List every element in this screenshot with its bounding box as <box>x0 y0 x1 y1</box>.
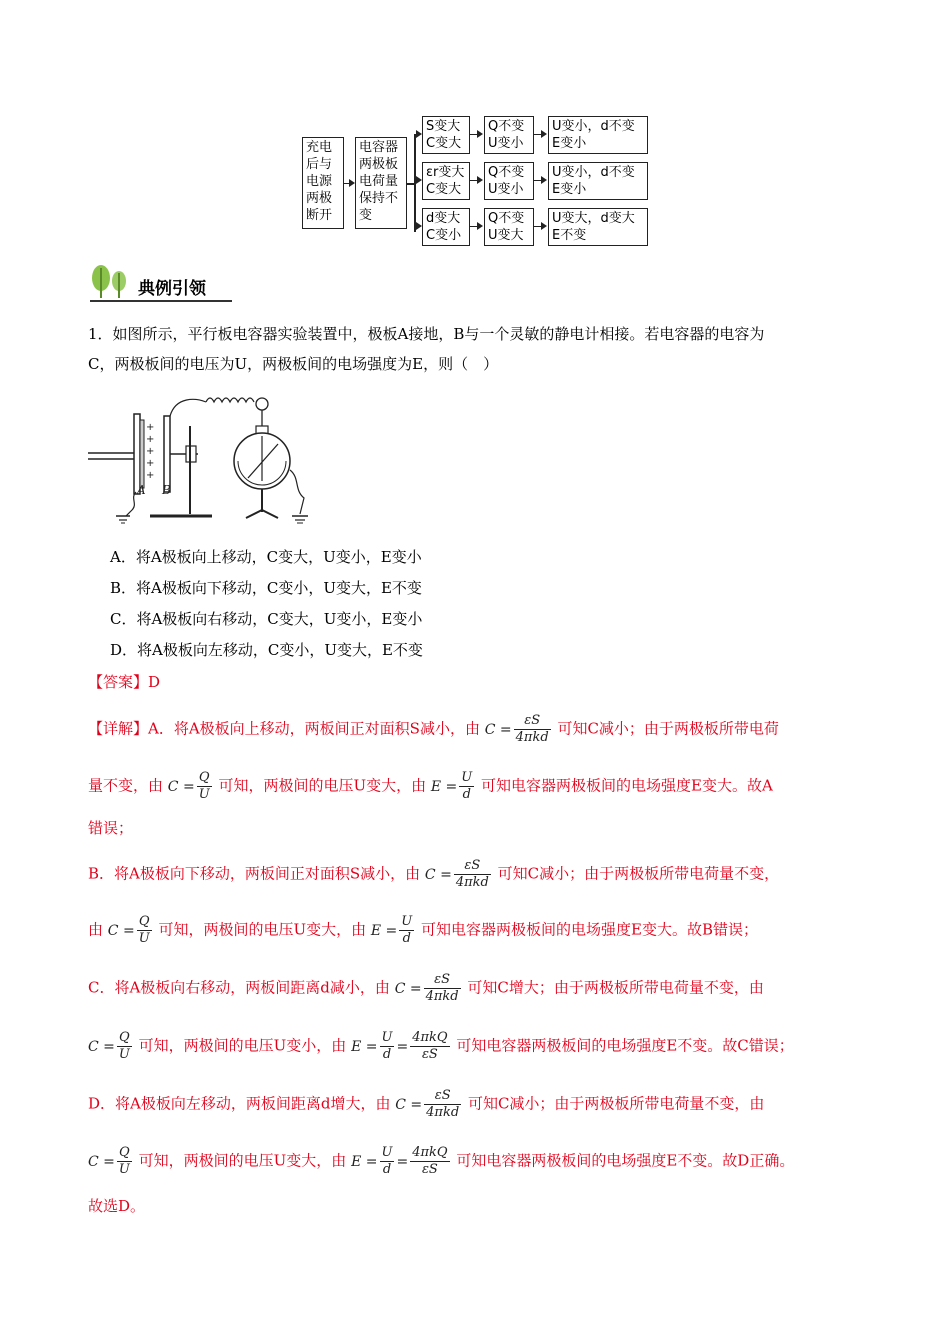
flow-text: S变大 <box>426 119 461 134</box>
explanation-text: 可知C减小；由于两极板所带电荷量不变， <box>497 864 780 883</box>
flow-row2-col1 <box>422 162 470 200</box>
explanation-text: 可知，两极间的电压U变大，由 <box>218 776 427 795</box>
formula-denominator: U <box>118 1047 130 1062</box>
formula-numerator: U <box>381 1030 393 1045</box>
formula-numerator: Q <box>117 1030 132 1047</box>
explanation-text: 可知C减小；由于两极板所带电荷量不变，由 <box>467 1094 765 1113</box>
formula-numerator: 4πkQ <box>412 1030 448 1045</box>
formula-denominator: 4πkd <box>515 730 549 745</box>
formula-numerator: Q <box>197 770 212 787</box>
option-d[interactable]: D．将A极板向左移动，C变小，U变大，E不变 <box>110 641 423 659</box>
explanation-b-line1 <box>88 858 779 891</box>
formula-numerator: εS <box>454 858 491 875</box>
capacitor-apparatus-figure <box>86 386 318 526</box>
flow-text: d变大 <box>426 211 461 226</box>
formula-text: E = <box>351 1038 378 1055</box>
flow-text: εr变大 <box>426 165 465 180</box>
explanation-text: 可知电容器两极板间的电场强度E变大。故B错误； <box>421 920 759 939</box>
formula-denominator: U <box>118 1162 130 1177</box>
explanation-text: 由 <box>88 920 104 939</box>
explanation-label: 【详解】 <box>88 719 149 738</box>
formula-numerator: εS <box>424 1088 461 1105</box>
formula-text: C = <box>394 980 422 997</box>
section-underline <box>90 300 232 302</box>
svg-text:+: + <box>146 470 155 481</box>
explanation-text: A．将A极板向上移动，两板间正对面积S减小，由 <box>148 719 480 738</box>
flow-text: 两极 <box>306 191 333 206</box>
flow-text: U变小 <box>488 182 524 197</box>
answer-value: D <box>148 673 161 691</box>
flow-text: C变大 <box>426 136 462 151</box>
formula-numerator: 4πkQ <box>412 1145 448 1160</box>
flowchart-start-box <box>302 137 344 229</box>
flow-arrow <box>534 226 545 227</box>
svg-text:+: + <box>146 446 155 457</box>
formula-text: E = <box>370 922 398 939</box>
option-a[interactable]: A．将A极板向上移动，C变大，U变小，E变小 <box>110 548 422 566</box>
formula-text: E = <box>430 778 458 795</box>
formula-text: C = <box>395 1096 423 1113</box>
explanation-text: 可知电容器两极板间的电场强度E不变。故D正确。 <box>456 1151 795 1170</box>
formula-text: = <box>396 1153 409 1170</box>
explanation-text: 量不变，由 <box>88 776 164 795</box>
flow-text: U变小，d不变 <box>552 165 635 180</box>
plate-a-label: A <box>137 483 146 497</box>
flow-text: U变大 <box>488 228 524 243</box>
plate-b-label: B <box>162 483 171 497</box>
flow-arrow <box>414 226 420 227</box>
flow-text: E变小 <box>552 182 587 197</box>
flow-text: 充电 <box>306 140 333 155</box>
flow-text: U变大，d变大 <box>552 211 635 226</box>
explanation-a-line1 <box>88 713 779 746</box>
svg-text:+: + <box>146 458 155 469</box>
formula-numerator: Q <box>137 914 152 931</box>
flow-row1-col2 <box>484 116 534 154</box>
explanation-c-line1 <box>88 972 764 1005</box>
formula-c-q-u <box>167 770 214 802</box>
svg-text:+: + <box>146 434 155 445</box>
flow-row1-col1 <box>422 116 470 154</box>
formula-text: C = <box>167 778 195 795</box>
flowchart-middle-box <box>355 137 407 229</box>
section-heading <box>88 264 238 304</box>
formula-numerator: Q <box>117 1145 132 1162</box>
explanation-text: C．将A极板向右移动，两板间距离d减小，由 <box>88 978 390 997</box>
formula-text: C = <box>107 922 135 939</box>
question-line2: C，两极板间的电压为U，两极板间的电场强度为E，则（ ） <box>88 355 499 373</box>
formula-denominator: 4πkd <box>425 989 459 1004</box>
explanation-a-line3: 错误； <box>88 819 134 837</box>
svg-text:+: + <box>146 422 155 433</box>
flow-text: E不变 <box>552 228 587 243</box>
formula-text: C = <box>88 1153 115 1170</box>
formula-c-q-u <box>107 914 154 946</box>
flow-text: 电荷量 <box>359 174 399 189</box>
explanation-a-line2 <box>88 770 773 803</box>
flow-text: U变小 <box>488 136 524 151</box>
flow-text: Q不变 <box>488 119 525 134</box>
explanation-text: 可知C减小；由于两极板所带电荷 <box>557 719 779 738</box>
flow-text: E变小 <box>552 136 587 151</box>
formula-numerator: U <box>381 1145 393 1160</box>
explanation-d-line2 <box>88 1145 794 1178</box>
formula-text: C = <box>88 1038 115 1055</box>
option-b[interactable]: B．将A极板向下移动，C变小，U变大，E不变 <box>110 579 422 597</box>
explanation-text: 可知，两极间的电压U变大，由 <box>138 1151 347 1170</box>
answer-label: 【答案】 <box>88 673 149 691</box>
formula-c-q-u <box>88 1030 134 1062</box>
formula-text: C = <box>424 866 452 883</box>
formula-denominator: U <box>138 931 150 946</box>
flow-text: Q不变 <box>488 211 525 226</box>
flow-arrow <box>414 180 420 181</box>
formula-denominator: εS <box>421 1047 438 1062</box>
flow-text: Q不变 <box>488 165 525 180</box>
flow-text: 两极板 <box>359 157 399 172</box>
flow-arrow <box>344 183 353 184</box>
leaf-icon <box>88 264 134 302</box>
formula-text: = <box>396 1038 409 1055</box>
formula-numerator: U <box>401 914 413 929</box>
flow-row1-col3 <box>548 116 648 154</box>
flow-row2-col3 <box>548 162 648 200</box>
explanation-text: 可知C增大；由于两极板所带电荷量不变，由 <box>467 978 764 997</box>
flow-text: 保持不 <box>359 191 399 206</box>
explanation-text: 可知，两极间的电压U变大，由 <box>158 920 367 939</box>
flow-row3-col1 <box>422 208 470 246</box>
formula-e-u-d <box>430 770 476 802</box>
option-c[interactable]: C．将A极板向右移动，C变大，U变小，E变小 <box>110 610 423 628</box>
formula-denominator: d <box>382 1162 392 1177</box>
formula-denominator: d <box>402 931 411 946</box>
explanation-text: 可知电容器两极板间的电场强度E变大。故A <box>481 776 773 795</box>
flow-arrow <box>470 226 481 227</box>
question-line1: 1．如图所示，平行板电容器实验装置中，极板A接地，B与一个灵敏的静电计相接。若电容器的电容为 <box>88 325 765 343</box>
explanation-text: 可知，两极间的电压U变小，由 <box>138 1036 347 1055</box>
explanation-c-line2 <box>88 1030 794 1063</box>
formula-denominator: εS <box>421 1162 438 1177</box>
formula-c-q-u <box>88 1145 134 1177</box>
explanation-d-line1 <box>88 1088 764 1121</box>
flow-arrow <box>470 180 481 181</box>
explanation-text: 可知电容器两极板间的电场强度E不变。故C错误； <box>456 1036 794 1055</box>
formula-numerator: εS <box>424 972 461 989</box>
formula-denominator: U <box>198 787 210 802</box>
formula-denominator: 4πkd <box>426 1105 460 1120</box>
formula-numerator: εS <box>514 713 551 730</box>
formula-text: C = <box>484 721 512 738</box>
formula-denominator: d <box>382 1047 392 1062</box>
flow-text: 后与 <box>306 157 333 172</box>
flow-text: 变 <box>359 208 373 223</box>
flow-arrow <box>470 134 481 135</box>
explanation-text: D．将A极板向左移动，两板间距离d增大，由 <box>88 1094 391 1113</box>
flow-arrow <box>534 180 545 181</box>
answer-line <box>88 670 160 694</box>
formula-text: E = <box>351 1153 378 1170</box>
flow-text: 断开 <box>306 208 333 223</box>
flow-text: U变小，d不变 <box>552 119 635 134</box>
section-title: 典例引领 <box>138 279 206 299</box>
flow-row2-col2 <box>484 162 534 200</box>
explanation-text: B．将A极板向下移动，两板间正对面积S减小，由 <box>88 864 421 883</box>
formula-e-u-d <box>370 914 416 946</box>
formula-numerator: U <box>461 770 473 785</box>
flow-text: C变小 <box>426 228 462 243</box>
flow-row3-col3 <box>548 208 648 246</box>
explanation-b-line2 <box>88 914 758 947</box>
flow-row3-col2 <box>484 208 534 246</box>
formula-e-field <box>351 1030 451 1062</box>
formula-denominator: 4πkd <box>455 875 489 890</box>
explanation-conclusion: 故选D。 <box>88 1197 146 1215</box>
formula-e-field <box>351 1145 451 1177</box>
flow-text: C变大 <box>426 182 462 197</box>
flow-arrow <box>414 134 420 135</box>
flow-arrow <box>534 134 545 135</box>
flow-text: 电源 <box>306 174 333 189</box>
flow-text: 电容器 <box>359 140 399 155</box>
formula-denominator: d <box>462 787 471 802</box>
